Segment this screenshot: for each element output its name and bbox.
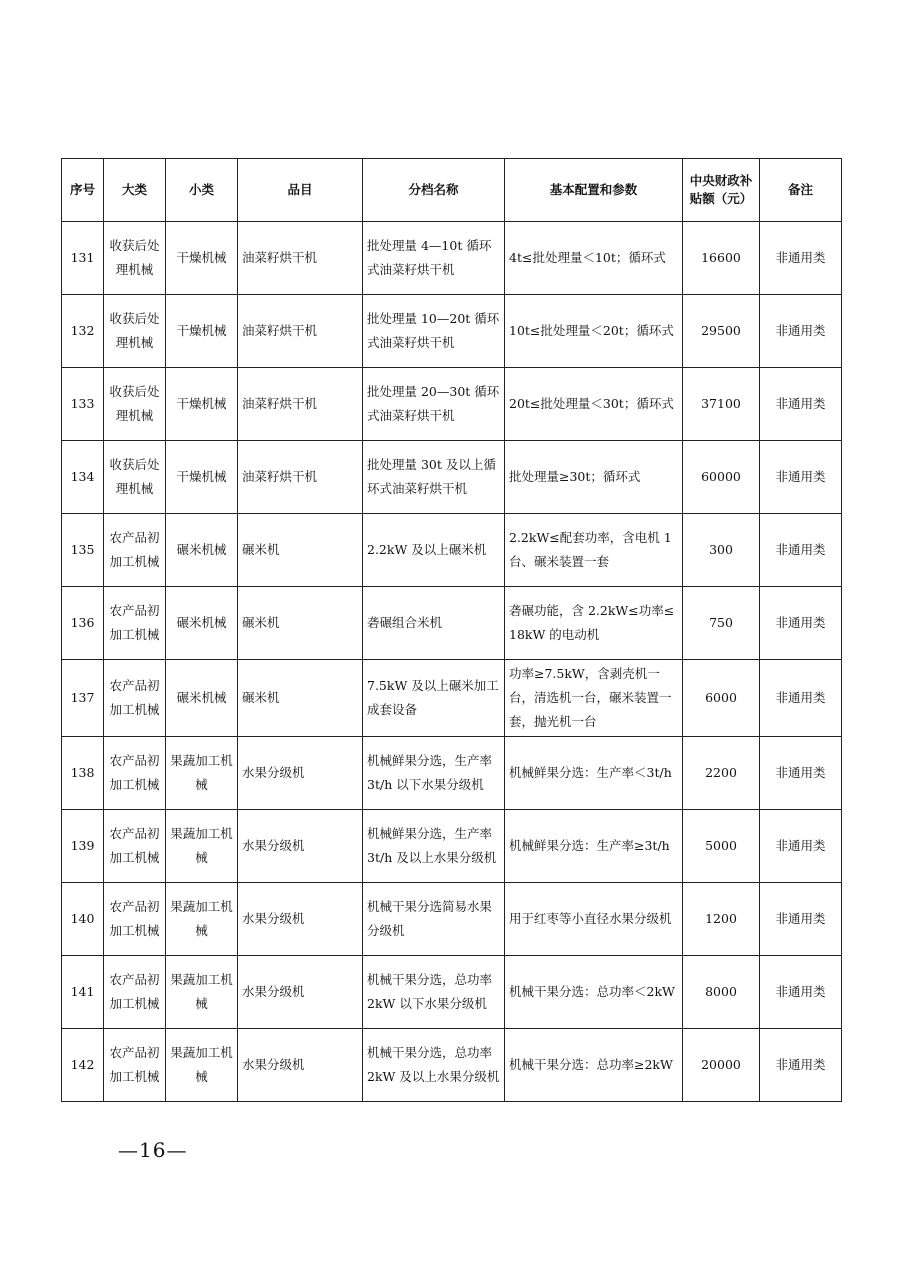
- cell-index: 137: [62, 660, 104, 737]
- cell-index: 138: [62, 737, 104, 810]
- cell-item: 水果分级机: [238, 810, 363, 883]
- table-row: [62, 295, 842, 368]
- cell-tier-name: 7.5kW 及以上碾米加工成套设备: [363, 660, 505, 737]
- cell-tier-name: 批处理量 20—30t 循环式油菜籽烘干机: [363, 368, 505, 441]
- cell-item: 油菜籽烘干机: [238, 295, 363, 368]
- cell-config: 机械鲜果分选：生产率≥3t/h: [505, 810, 683, 883]
- cell-item: 碾米机: [238, 660, 363, 737]
- cell-item: 水果分级机: [238, 956, 363, 1029]
- header-category: 大类: [104, 159, 166, 222]
- cell-tier-name: 机械鲜果分选，生产率 3t/h 以下水果分级机: [363, 737, 505, 810]
- cell-config: 砻碾功能，含 2.2kW≤功率≤18kW 的电动机: [505, 587, 683, 660]
- cell-subcategory: 果蔬加工机械: [166, 956, 238, 1029]
- cell-item: 碾米机: [238, 587, 363, 660]
- cell-category: 农产品初加工机械: [104, 587, 166, 660]
- cell-category: 收获后处理机械: [104, 441, 166, 514]
- header-tier-name: 分档名称: [363, 159, 505, 222]
- table-row: [62, 368, 842, 441]
- cell-subsidy: 300: [683, 514, 760, 587]
- cell-remark: 非通用类: [760, 295, 842, 368]
- cell-subsidy: 37100: [683, 368, 760, 441]
- cell-subsidy: 5000: [683, 810, 760, 883]
- cell-subsidy: 29500: [683, 295, 760, 368]
- table-row: [62, 737, 842, 810]
- cell-subcategory: 干燥机械: [166, 441, 238, 514]
- cell-tier-name: 批处理量 4—10t 循环式油菜籽烘干机: [363, 222, 505, 295]
- cell-config: 功率≥7.5kW，含剥壳机一台，清选机一台，碾米装置一套，抛光机一台: [505, 660, 683, 737]
- cell-tier-name: 机械鲜果分选，生产率 3t/h 及以上水果分级机: [363, 810, 505, 883]
- cell-subsidy: 1200: [683, 883, 760, 956]
- subsidy-table: [61, 158, 842, 1102]
- cell-config: 机械鲜果分选：生产率＜3t/h: [505, 737, 683, 810]
- table-row: [62, 883, 842, 956]
- cell-subcategory: 干燥机械: [166, 222, 238, 295]
- cell-remark: 非通用类: [760, 514, 842, 587]
- cell-tier-name: 2.2kW 及以上碾米机: [363, 514, 505, 587]
- cell-remark: 非通用类: [760, 222, 842, 295]
- cell-category: 农产品初加工机械: [104, 660, 166, 737]
- cell-category: 收获后处理机械: [104, 295, 166, 368]
- cell-item: 碾米机: [238, 514, 363, 587]
- header-subcategory: 小类: [166, 159, 238, 222]
- table-row: [62, 222, 842, 295]
- cell-subcategory: 果蔬加工机械: [166, 883, 238, 956]
- cell-item: 油菜籽烘干机: [238, 368, 363, 441]
- cell-remark: 非通用类: [760, 1029, 842, 1102]
- cell-item: 油菜籽烘干机: [238, 441, 363, 514]
- cell-subsidy: 8000: [683, 956, 760, 1029]
- page-number: —16—: [118, 1138, 188, 1162]
- cell-config: 10t≤批处理量＜20t；循环式: [505, 295, 683, 368]
- cell-category: 收获后处理机械: [104, 368, 166, 441]
- cell-subsidy: 16600: [683, 222, 760, 295]
- cell-subcategory: 果蔬加工机械: [166, 1029, 238, 1102]
- cell-config: 20t≤批处理量＜30t；循环式: [505, 368, 683, 441]
- cell-tier-name: 砻碾组合米机: [363, 587, 505, 660]
- cell-subcategory: 干燥机械: [166, 368, 238, 441]
- cell-index: 133: [62, 368, 104, 441]
- cell-tier-name: 机械干果分选，总功率 2kW 以下水果分级机: [363, 956, 505, 1029]
- cell-category: 农产品初加工机械: [104, 737, 166, 810]
- cell-subsidy: 60000: [683, 441, 760, 514]
- cell-category: 收获后处理机械: [104, 222, 166, 295]
- cell-remark: 非通用类: [760, 883, 842, 956]
- cell-remark: 非通用类: [760, 956, 842, 1029]
- cell-remark: 非通用类: [760, 587, 842, 660]
- cell-item: 水果分级机: [238, 1029, 363, 1102]
- cell-item: 水果分级机: [238, 737, 363, 810]
- cell-category: 农产品初加工机械: [104, 1029, 166, 1102]
- cell-subcategory: 碾米机械: [166, 514, 238, 587]
- cell-index: 136: [62, 587, 104, 660]
- cell-index: 134: [62, 441, 104, 514]
- cell-subsidy: 750: [683, 587, 760, 660]
- cell-index: 139: [62, 810, 104, 883]
- cell-subcategory: 果蔬加工机械: [166, 737, 238, 810]
- cell-remark: 非通用类: [760, 737, 842, 810]
- cell-config: 机械干果分选：总功率≥2kW: [505, 1029, 683, 1102]
- header-index: 序号: [62, 159, 104, 222]
- cell-index: 140: [62, 883, 104, 956]
- cell-subcategory: 干燥机械: [166, 295, 238, 368]
- cell-index: 131: [62, 222, 104, 295]
- cell-subsidy: 2200: [683, 737, 760, 810]
- cell-subcategory: 果蔬加工机械: [166, 810, 238, 883]
- cell-item: 油菜籽烘干机: [238, 222, 363, 295]
- header-remark: 备注: [760, 159, 842, 222]
- cell-config: 2.2kW≤配套功率，含电机 1 台、碾米装置一套: [505, 514, 683, 587]
- cell-subsidy: 6000: [683, 660, 760, 737]
- header-subsidy: 中央财政补贴额（元）: [683, 159, 760, 222]
- cell-category: 农产品初加工机械: [104, 883, 166, 956]
- cell-tier-name: 批处理量 30t 及以上循环式油菜籽烘干机: [363, 441, 505, 514]
- table-row: [62, 1029, 842, 1102]
- cell-config: 批处理量≥30t；循环式: [505, 441, 683, 514]
- table-header-row: [62, 159, 842, 222]
- cell-config: 机械干果分选：总功率＜2kW: [505, 956, 683, 1029]
- table-row: [62, 587, 842, 660]
- cell-remark: 非通用类: [760, 660, 842, 737]
- cell-index: 141: [62, 956, 104, 1029]
- table-row: [62, 810, 842, 883]
- cell-index: 132: [62, 295, 104, 368]
- cell-index: 142: [62, 1029, 104, 1102]
- cell-category: 农产品初加工机械: [104, 810, 166, 883]
- table-row: [62, 441, 842, 514]
- header-config: 基本配置和参数: [505, 159, 683, 222]
- cell-category: 农产品初加工机械: [104, 514, 166, 587]
- cell-category: 农产品初加工机械: [104, 956, 166, 1029]
- cell-subcategory: 碾米机械: [166, 660, 238, 737]
- cell-remark: 非通用类: [760, 810, 842, 883]
- cell-subcategory: 碾米机械: [166, 587, 238, 660]
- cell-config: 4t≤批处理量＜10t；循环式: [505, 222, 683, 295]
- table-body: [62, 222, 842, 1102]
- cell-tier-name: 机械干果分选简易水果分级机: [363, 883, 505, 956]
- table-row: [62, 956, 842, 1029]
- table-row: [62, 660, 842, 737]
- cell-remark: 非通用类: [760, 368, 842, 441]
- table-row: [62, 514, 842, 587]
- cell-config: 用于红枣等小直径水果分级机: [505, 883, 683, 956]
- cell-item: 水果分级机: [238, 883, 363, 956]
- cell-subsidy: 20000: [683, 1029, 760, 1102]
- cell-tier-name: 机械干果分选，总功率 2kW 及以上水果分级机: [363, 1029, 505, 1102]
- header-item: 品目: [238, 159, 363, 222]
- cell-remark: 非通用类: [760, 441, 842, 514]
- cell-tier-name: 批处理量 10—20t 循环式油菜籽烘干机: [363, 295, 505, 368]
- cell-index: 135: [62, 514, 104, 587]
